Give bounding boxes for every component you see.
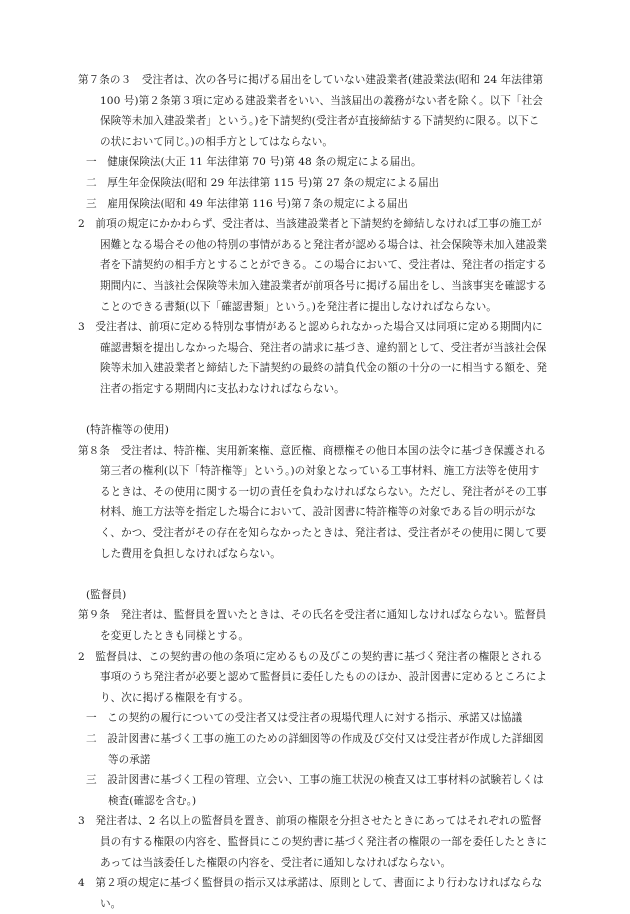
article-7-3-paragraph-3: 3 受注者は、前項に定める特別な事情があると認められなかった場合又は同項に定める期間内に確認書類を提出しなかった場合、発注者の請求に基づき、違約罰として、受注者が当該社会保険等未加入建設業者と締結した下請契約の最終の請負代金の額の十分の一に相当する額を、発注者の指定する期間内に支払わなければならない。 xyxy=(78,321,548,395)
article-7-3-item-1: 一 健康保険法(大正 11 年法律第 70 号)第 48 条の規定による届出。 xyxy=(86,156,422,169)
article-9-main: 第９条 発注者は、監督員を置いたときは、その氏名を受注者に通知しなければならない。監督員を変更したときも同様とする。 xyxy=(78,609,547,643)
article-7-3 xyxy=(78,70,550,400)
article-9-paragraph-2: 2 監督員は、この契約書の他の条項に定めるもの及びこの契約書に基づく発注者の権限とされる事項のうち発注者が必要と認めて監督員に委任したもののほか、設計図書に定めるところにより、次に掲げる権限を有する。 xyxy=(78,650,548,704)
article-7-3-main: 第７条の３ 受注者は、次の各号に掲げる届出をしていない建設業者(建設業法(昭和 24 年法律第 100 号)第２条第３項に定める建設業者をいい、当該届出の義務がない者を除く。以下「社会保険等未加入建設業者」という。)を下請契約(受注者が直接締結する下請契約に限る。以下この状において同じ。)の相手方としてはならない。 xyxy=(78,74,544,148)
article-7-3-paragraph-2: 2 前項の規定にかかわらず、受注者は、当該建設業者と下請契約を締結しなければ工事の施工が困難となる場合その他の特別の事情があると発注者が認める場合は、社会保険等未加入建設業者を下請契約の相手方とすることができる。この場合において、受注者は、発注者の指定する期間内に、当該社会保険等未加入建設業者が前項各号に掲げる届出をし、当該事実を確認することのできる書類(以下「確認書類」という。)を発注者に提出しなければならない。 xyxy=(78,218,548,313)
article-8 xyxy=(78,420,550,564)
article-9-paragraph-3: 3 発注者は、2 名以上の監督員を置き、前項の権限を分担させたときにあってはそれぞれの監督員の有する権限の内容を、監督員にこの契約書に基づく発注者の権限の一部を委任したときにあっては当該委任した権限の内容を、受注者に通知しなければならない。 xyxy=(78,815,548,869)
article-9-item-1: 一 この契約の履行についての受注者又は受注者の現場代理人に対する指示、承諾又は協議 xyxy=(86,712,523,725)
article-9-paragraph-4: 4 第２項の規定に基づく監督員の指示又は承諾は、原則として、書面により行わなければならない。 xyxy=(78,877,543,910)
article-7-3-item-2: 二 厚生年金保険法(昭和 29 年法律第 115 号)第 27 条の規定による届出 xyxy=(86,176,440,189)
article-7-3-item-3: 三 雇用保険法(昭和 49 年法律第 116 号)第７条の規定による届出 xyxy=(86,197,409,210)
article-9-item-2: 二 設計図書に基づく工事の施工のための詳細図等の作成及び交付又は受注者が作成した詳細図等の承諾 xyxy=(86,733,544,766)
section-gap xyxy=(78,564,550,585)
article-9 xyxy=(78,585,550,914)
article-9-item-3: 三 設計図書に基づく工程の管理、立会い、工事の施工状況の検査又は工事材料の試験若しくは検査(確認を含む。) xyxy=(86,774,544,807)
article-9-heading: (監督員) xyxy=(86,588,127,601)
section-gap xyxy=(78,400,550,421)
article-8-heading: (特許権等の使用) xyxy=(86,424,169,437)
article-8-main: 第８条 受注者は、特許権、実用新案権、意匠権、商標権その他日本国の法令に基づき保護される第三者の権利(以下「特許権等」という。)の対象となっている工事材料、施工方法等を使用するときは、その使用に関する一切の責任を負わなければならない。ただし、発注者がその工事材料、施工方法等を指定した場合において、設計図書に特許権等の対象である旨の明示がなく、かつ、受注者がその存在を知らなかったときは、発注者は、受注者がその使用に関して要した費用を負担しなければならない。 xyxy=(78,444,548,560)
